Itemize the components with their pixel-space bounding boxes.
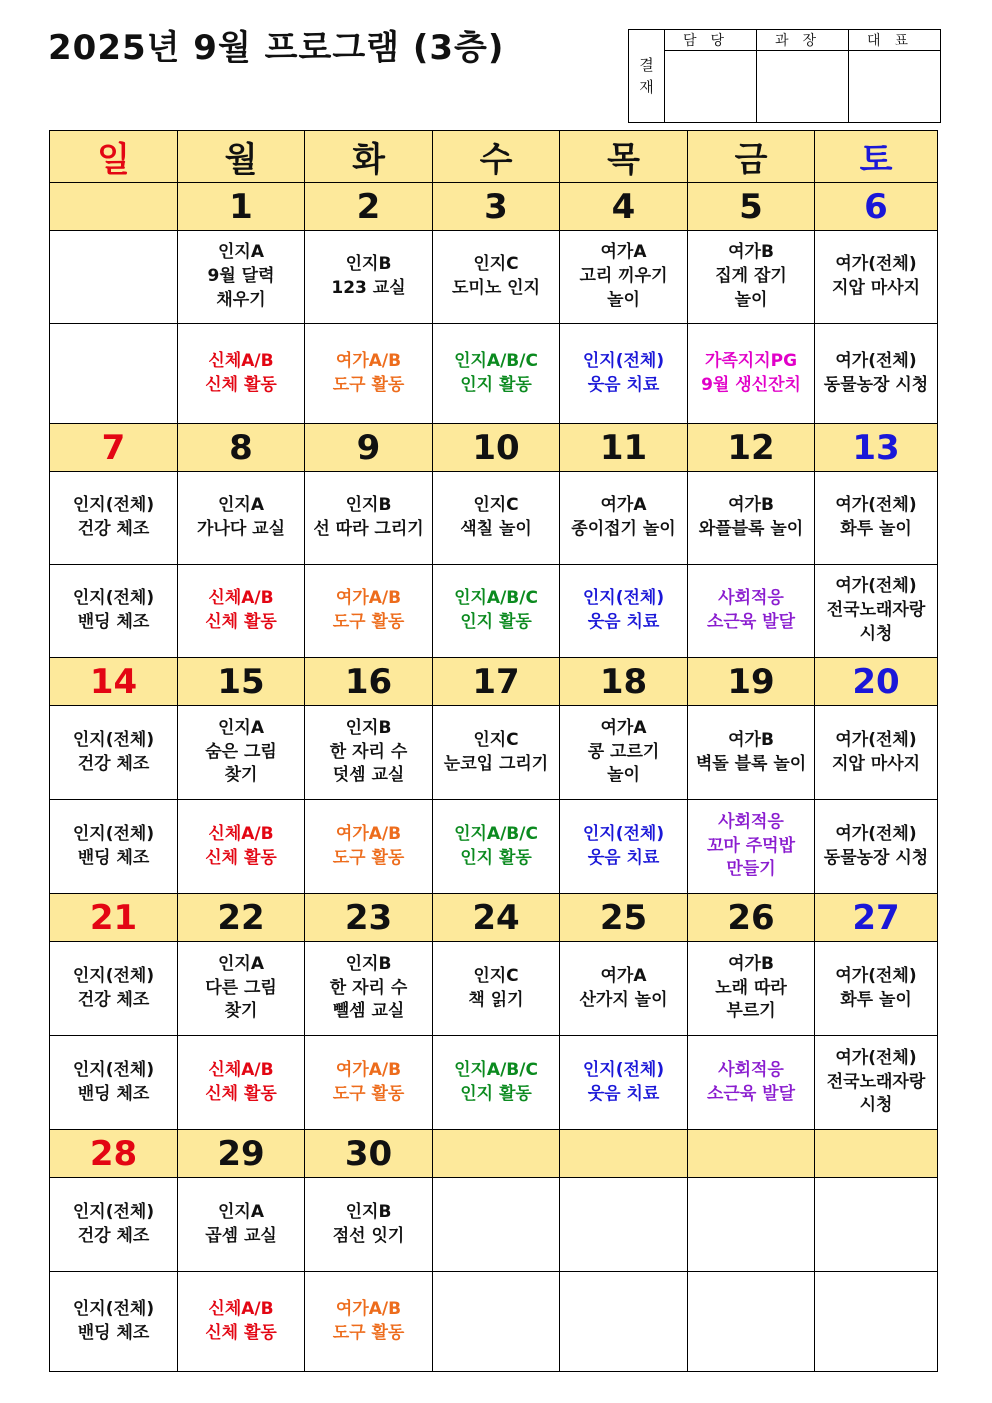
- program-text: 밴딩 체조: [77, 1322, 150, 1343]
- program-text: 9월 달력: [207, 266, 275, 287]
- program-text: 웃음 치료: [587, 374, 660, 395]
- program-text: 인지A: [217, 953, 264, 974]
- program-cell: [815, 1036, 938, 1130]
- date-cell: 14: [50, 658, 178, 706]
- program-text: 고리 끼우기: [579, 266, 668, 287]
- program-cell: [560, 324, 688, 424]
- program-text: 인지 활동: [460, 612, 532, 632]
- week-2-date-row: [50, 424, 938, 472]
- program-text: 책 읽기: [468, 989, 524, 1010]
- approval-sign-director[interactable]: [849, 51, 941, 123]
- program-text: 채우기: [216, 289, 266, 310]
- date-cell: 1: [178, 183, 305, 231]
- empty-cell: [560, 1178, 688, 1272]
- program-text: 신체 활동: [205, 374, 277, 395]
- program-cell: [178, 472, 305, 565]
- program-text: 인지A/B/C: [454, 588, 538, 609]
- date-cell: 8: [178, 424, 305, 472]
- program-text: 여가(전체): [835, 495, 917, 516]
- approval-sign-manager[interactable]: [757, 51, 849, 123]
- program-text: 색칠 놀이: [460, 519, 532, 539]
- program-text: 도구 활동: [332, 612, 405, 632]
- program-text: 여가(전체): [835, 254, 917, 275]
- program-text: 신체 활동: [205, 612, 277, 632]
- program-text: 여가A: [600, 242, 647, 263]
- program-cell: [815, 706, 938, 800]
- program-text: 가족지지PG: [704, 350, 798, 371]
- program-text: 콩 고르기: [587, 741, 660, 762]
- program-text: 여가A/B: [335, 588, 402, 609]
- program-text: 화투 놀이: [840, 989, 912, 1010]
- program-text: 숨은 그림: [205, 741, 277, 762]
- program-text: 뺄셈 교실: [332, 1001, 405, 1022]
- program-text: 신체 활동: [205, 847, 277, 868]
- date-cell: [433, 1130, 560, 1178]
- program-cell: [433, 1036, 560, 1130]
- page-title: 2025년 9월 프로그램 (3층): [48, 28, 505, 68]
- weekday-sun: 일: [50, 131, 178, 183]
- empty-cell: [560, 1272, 688, 1372]
- date-cell: 19: [688, 658, 815, 706]
- program-text: 와플블록 놀이: [698, 519, 804, 539]
- week-1-date-row: [50, 183, 938, 231]
- date-cell: 25: [560, 894, 688, 942]
- program-text: 인지B: [345, 1201, 392, 1222]
- weekday-tue: 화: [305, 131, 433, 183]
- empty-cell: [433, 1272, 560, 1372]
- program-text: 신체 활동: [205, 1322, 277, 1343]
- program-text: 여가(전체): [835, 576, 917, 597]
- program-cell: [178, 565, 305, 658]
- week-3-date-row: [50, 658, 938, 706]
- program-cell: [688, 1036, 815, 1130]
- week-5-morning-row: [50, 1178, 938, 1272]
- program-text: 놀이: [607, 765, 640, 786]
- program-cell: [433, 706, 560, 800]
- program-text: 여가(전체): [835, 1047, 917, 1068]
- program-cell: [433, 472, 560, 565]
- approval-role-manager: 과장: [757, 30, 849, 51]
- week-2-afternoon-row: [50, 565, 938, 658]
- program-text: 놀이: [734, 289, 768, 310]
- program-text: 도구 활동: [332, 1083, 405, 1104]
- week-3-morning-row: [50, 706, 938, 800]
- program-cell: [178, 324, 305, 424]
- date-cell: 29: [178, 1130, 305, 1178]
- date-cell: 17: [433, 658, 560, 706]
- program-text: 다른 그림: [205, 977, 277, 998]
- date-cell: 2: [305, 183, 433, 231]
- date-cell: 30: [305, 1130, 433, 1178]
- program-text: 여가A/B: [335, 350, 402, 371]
- date-cell: 11: [560, 424, 688, 472]
- program-text: 시청: [859, 1095, 893, 1116]
- program-cell: [178, 1036, 305, 1130]
- date-cell: 15: [178, 658, 305, 706]
- program-text: 찾기: [224, 765, 258, 786]
- program-cell: [560, 472, 688, 565]
- program-text: 인지A/B/C: [454, 1059, 538, 1080]
- date-cell: 10: [433, 424, 560, 472]
- program-text: 소근육 발달: [706, 612, 796, 632]
- approval-label: 결 재: [629, 30, 665, 123]
- program-text: 인지(전체): [582, 350, 665, 371]
- program-cell: [815, 324, 938, 424]
- week-1-afternoon-row: [50, 324, 938, 424]
- program-cell: [305, 231, 433, 324]
- program-text: 인지C: [473, 254, 519, 275]
- empty-cell: [433, 1178, 560, 1272]
- date-cell: [560, 1130, 688, 1178]
- program-text: 노래 따라: [715, 977, 787, 998]
- program-text: 밴딩 체조: [77, 1083, 150, 1104]
- program-text: 인지(전체): [72, 1298, 155, 1319]
- program-cell: [305, 324, 433, 424]
- date-cell: 20: [815, 658, 938, 706]
- date-cell: 18: [560, 658, 688, 706]
- program-text: 건강 체조: [77, 989, 150, 1010]
- program-cell: [305, 706, 433, 800]
- program-text: 소근육 발달: [706, 1083, 796, 1104]
- date-cell: 21: [50, 894, 178, 942]
- program-text: 신체A/B: [208, 823, 274, 844]
- program-text: 여가A/B: [335, 1059, 402, 1080]
- date-cell: [815, 1130, 938, 1178]
- program-cell: [50, 1272, 178, 1372]
- program-text: 도구 활동: [332, 847, 405, 868]
- empty-cell: [688, 1178, 815, 1272]
- program-cell: [50, 1036, 178, 1130]
- program-cell: [305, 1178, 433, 1272]
- program-text: 인지 활동: [460, 1083, 532, 1104]
- program-cell: [688, 706, 815, 800]
- program-text: 인지B: [345, 717, 392, 738]
- program-text: 눈코입 그리기: [443, 753, 549, 774]
- date-cell: 13: [815, 424, 938, 472]
- program-cell: [305, 1272, 433, 1372]
- program-text: 123 교실: [331, 278, 406, 298]
- program-text: 인지 활동: [460, 374, 532, 395]
- program-text: 선 따라 그리기: [313, 519, 424, 539]
- program-cell: [178, 942, 305, 1036]
- program-cell: [50, 942, 178, 1036]
- program-text: 인지B: [345, 254, 392, 275]
- program-text: 전국노래자랑: [826, 1071, 926, 1092]
- empty-cell: [50, 231, 178, 324]
- week-5-afternoon-row: [50, 1272, 938, 1372]
- program-text: 한 자리 수: [329, 741, 408, 762]
- calendar-table: [49, 130, 938, 1372]
- program-text: 인지B: [345, 953, 392, 974]
- program-text: 동물농장 시청: [823, 374, 929, 395]
- weekday-mon: 월: [178, 131, 305, 183]
- program-text: 웃음 치료: [587, 847, 660, 868]
- program-cell: [688, 565, 815, 658]
- approval-sign-staff[interactable]: [665, 51, 757, 123]
- program-text: 신체A/B: [208, 1298, 274, 1319]
- program-cell: [433, 942, 560, 1036]
- program-text: 건강 체조: [77, 753, 150, 774]
- program-cell: [815, 472, 938, 565]
- approval-role-staff: 담당: [665, 30, 757, 51]
- program-text: 도미노 인지: [451, 278, 541, 298]
- program-text: 사회적응: [718, 1059, 784, 1080]
- program-text: 점선 잇기: [332, 1225, 405, 1246]
- program-text: 여가(전체): [835, 823, 917, 844]
- weekday-thu: 목: [560, 131, 688, 183]
- date-cell: 23: [305, 894, 433, 942]
- date-cell: 5: [688, 183, 815, 231]
- program-cell: [305, 942, 433, 1036]
- date-cell: 4: [560, 183, 688, 231]
- week-1-morning-row: [50, 231, 938, 324]
- date-cell: [688, 1130, 815, 1178]
- program-cell: [178, 800, 305, 894]
- program-text: 덧셈 교실: [332, 765, 405, 786]
- program-text: 여가B: [728, 729, 774, 750]
- program-cell: [50, 565, 178, 658]
- program-text: 도구 활동: [332, 374, 405, 395]
- program-text: 여가(전체): [835, 965, 917, 986]
- program-text: 웃음 치료: [587, 612, 660, 632]
- program-cell: [560, 565, 688, 658]
- program-cell: [688, 800, 815, 894]
- empty-cell: [688, 1272, 815, 1372]
- program-text: 신체A/B: [208, 588, 274, 609]
- program-text: 여가B: [728, 242, 774, 263]
- program-text: 인지(전체): [72, 588, 155, 609]
- weekday-sat: 토: [815, 131, 938, 183]
- program-text: 인지A: [217, 242, 264, 263]
- week-3-afternoon-row: [50, 800, 938, 894]
- program-cell: [560, 800, 688, 894]
- date-cell: 9: [305, 424, 433, 472]
- program-cell: [688, 472, 815, 565]
- date-cell: 22: [178, 894, 305, 942]
- week-4-date-row: [50, 894, 938, 942]
- program-text: 시청: [859, 623, 893, 644]
- program-text: 인지A: [217, 1201, 264, 1222]
- program-cell: [178, 231, 305, 324]
- program-text: 찾기: [224, 1001, 258, 1022]
- program-text: 건강 체조: [77, 1225, 150, 1246]
- empty-cell: [815, 1178, 938, 1272]
- program-text: 동물농장 시청: [823, 847, 929, 868]
- program-text: 신체 활동: [205, 1083, 277, 1104]
- date-cell: 12: [688, 424, 815, 472]
- program-cell: [688, 942, 815, 1036]
- program-text: 종이접기 놀이: [571, 519, 676, 539]
- program-cell: [50, 800, 178, 894]
- program-text: 인지(전체): [582, 823, 665, 844]
- program-text: 여가B: [728, 953, 774, 974]
- program-text: 인지(전체): [72, 965, 155, 986]
- date-cell: 3: [433, 183, 560, 231]
- program-cell: [560, 231, 688, 324]
- program-text: 인지A: [217, 717, 264, 738]
- program-text: 여가A/B: [335, 1298, 402, 1319]
- date-cell: 16: [305, 658, 433, 706]
- program-text: 인지B: [345, 495, 392, 516]
- program-text: 인지C: [473, 495, 519, 516]
- program-text: 곱셈 교실: [205, 1225, 277, 1246]
- program-text: 여가B: [728, 495, 774, 516]
- program-cell: [433, 565, 560, 658]
- program-text: 꼬마 주먹밥: [706, 835, 796, 856]
- program-text: 웃음 치료: [587, 1083, 660, 1104]
- program-text: 인지(전체): [72, 1201, 155, 1222]
- approval-box: [628, 29, 941, 123]
- program-text: 여가A/B: [335, 823, 402, 844]
- program-text: 놀이: [607, 289, 640, 310]
- program-text: 인지 활동: [460, 847, 532, 868]
- weekday-fri: 금: [688, 131, 815, 183]
- program-text: 신체A/B: [208, 350, 274, 371]
- program-text: 인지C: [473, 729, 519, 750]
- program-text: 지압 마사지: [831, 278, 921, 298]
- program-text: 한 자리 수: [329, 977, 408, 998]
- program-cell: [688, 324, 815, 424]
- program-cell: [815, 565, 938, 658]
- program-cell: [178, 1272, 305, 1372]
- program-cell: [50, 472, 178, 565]
- program-text: 인지(전체): [582, 1059, 665, 1080]
- program-text: 여가A: [600, 717, 647, 738]
- program-text: 사회적응: [718, 588, 784, 609]
- program-text: 건강 체조: [77, 519, 150, 539]
- program-text: 인지(전체): [72, 495, 155, 516]
- program-text: 전국노래자랑: [826, 600, 926, 621]
- program-cell: [305, 472, 433, 565]
- program-text: 여가A: [600, 495, 647, 516]
- date-cell: 6: [815, 183, 938, 231]
- program-text: 밴딩 체조: [77, 847, 150, 868]
- program-text: 여가(전체): [835, 350, 917, 371]
- program-cell: [433, 231, 560, 324]
- week-2-morning-row: [50, 472, 938, 565]
- program-cell: [433, 324, 560, 424]
- program-cell: [560, 706, 688, 800]
- program-text: 인지A: [217, 495, 264, 516]
- program-text: 신체A/B: [208, 1059, 274, 1080]
- program-text: 여가(전체): [835, 729, 917, 750]
- date-cell: [50, 183, 178, 231]
- program-cell: [305, 565, 433, 658]
- date-cell: 27: [815, 894, 938, 942]
- program-text: 부르기: [726, 1001, 776, 1022]
- date-cell: 7: [50, 424, 178, 472]
- program-text: 밴딩 체조: [77, 612, 150, 632]
- program-cell: [305, 1036, 433, 1130]
- program-cell: [815, 800, 938, 894]
- program-text: 사회적응: [718, 811, 784, 832]
- program-text: 만들기: [726, 859, 776, 880]
- program-text: 인지(전체): [582, 588, 665, 609]
- program-cell: [50, 1178, 178, 1272]
- date-cell: 26: [688, 894, 815, 942]
- weekday-wed: 수: [433, 131, 560, 183]
- program-cell: [50, 706, 178, 800]
- program-text: 산가지 놀이: [579, 989, 668, 1010]
- program-cell: [560, 942, 688, 1036]
- program-text: 인지C: [473, 965, 519, 986]
- program-text: 집게 잡기: [715, 266, 787, 287]
- approval-role-director: 대표: [849, 30, 941, 51]
- date-cell: 24: [433, 894, 560, 942]
- week-5-date-row: [50, 1130, 938, 1178]
- program-cell: [815, 942, 938, 1036]
- week-4-afternoon-row: [50, 1036, 938, 1130]
- program-cell: [178, 1178, 305, 1272]
- program-text: 여가A: [600, 965, 647, 986]
- program-cell: [305, 800, 433, 894]
- program-text: 지압 마사지: [831, 753, 921, 774]
- program-cell: [433, 800, 560, 894]
- program-text: 벽돌 블록 놀이: [695, 753, 807, 774]
- program-cell: [560, 1036, 688, 1130]
- program-cell: [815, 231, 938, 324]
- program-cell: [688, 231, 815, 324]
- date-cell: 28: [50, 1130, 178, 1178]
- program-text: 인지A/B/C: [454, 823, 538, 844]
- program-text: 인지A/B/C: [454, 350, 538, 371]
- program-text: 도구 활동: [332, 1322, 405, 1343]
- empty-cell: [815, 1272, 938, 1372]
- program-text: 9월 생신잔치: [701, 374, 801, 395]
- program-text: 인지(전체): [72, 729, 155, 750]
- week-4-morning-row: [50, 942, 938, 1036]
- program-text: 화투 놀이: [840, 519, 912, 539]
- program-text: 인지(전체): [72, 823, 155, 844]
- program-text: 인지(전체): [72, 1059, 155, 1080]
- weekday-header-row: [50, 131, 938, 183]
- program-text: 가나다 교실: [196, 519, 286, 539]
- empty-cell: [50, 324, 178, 424]
- program-cell: [178, 706, 305, 800]
